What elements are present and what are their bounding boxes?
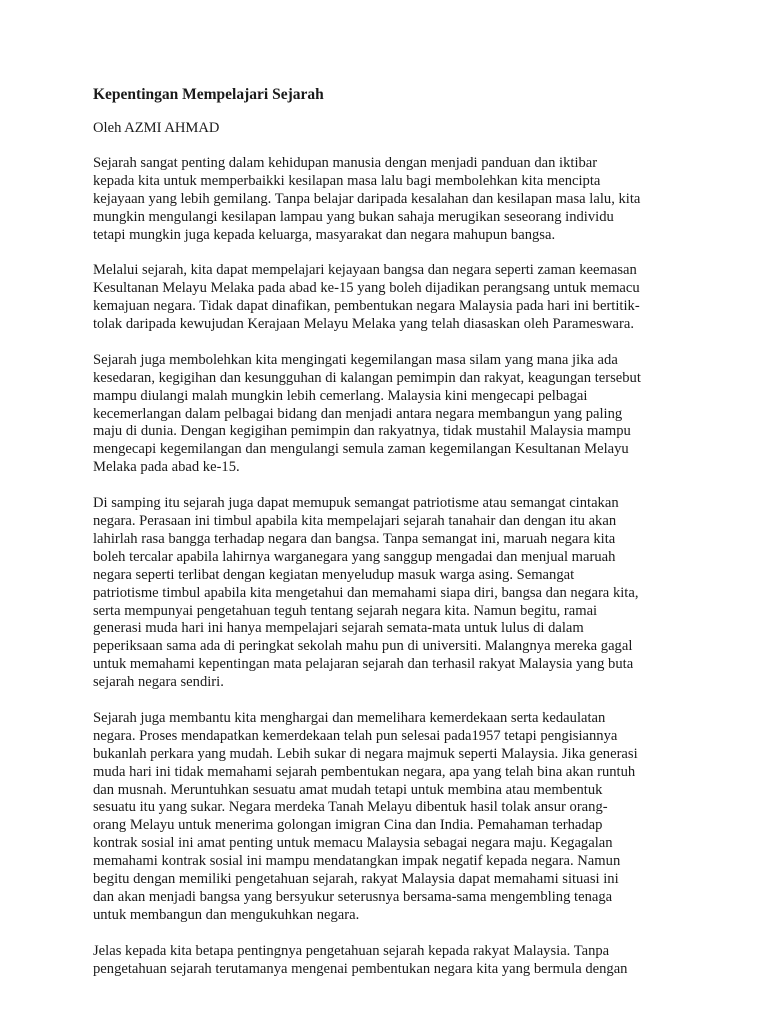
paragraph-line: dan akan menjadi bangsa yang bersyukur seterusnya bersama-sama mengembling tenaga — [93, 889, 613, 905]
paragraph-line: mengecapi kegemilangan dan mengulangi semula zaman kegemilangan Kesultanan Melayu — [93, 441, 629, 458]
paragraph — [93, 495, 681, 692]
author-byline: Oleh AZMI AHMAD — [93, 120, 220, 136]
paragraph-line: kecemerlangan dalam pelbagai bidang dan menjadi antara negara membangun yang paling — [93, 405, 623, 422]
paragraph-line: muda hari ini tidak memahami sejarah pembentukan negara, apa yang telah bina akan runtuh — [93, 763, 636, 780]
document-title: Kepentingan Mempelajari Sejarah — [93, 86, 324, 103]
paragraph-line: tolak daripada kewujudan Kerajaan Melayu Melaka yang telah diasaskan oleh Parameswara. — [93, 316, 634, 333]
paragraph-line: kepada kita untuk memperbaikki kesilapan masa lalu bagi membolehkan kita mencipta — [93, 172, 601, 189]
paragraph-line: mungkin mengulangi kesilapan lampau yang bukan sahaja merugikan seseorang individu — [93, 208, 614, 225]
paragraph-line: tetapi mungkin juga kepada keluarga, masyarakat dan negara mahupun bangsa. — [93, 226, 556, 243]
paragraph-line: serta mempunyai pengetahuan teguh tentang sejarah negara kita. Namun begitu, ramai — [93, 602, 598, 619]
paragraph-line: dan musnah. Meruntuhkan sesuatu amat mudah tetapi untuk membina atau membentuk — [93, 781, 603, 798]
paragraph — [93, 262, 681, 334]
paragraph — [93, 710, 681, 925]
paragraph — [93, 155, 681, 245]
document-body — [93, 155, 681, 979]
paragraph-line: Sejarah sangat penting dalam kehidupan manusia dengan menjadi panduan dan iktibar — [93, 154, 598, 171]
paragraph-line: sesuatu itu yang sukar. Negara merdeka Tanah Melayu dibentuk hasil tolak ansur orang- — [93, 799, 608, 816]
paragraph-line: patriotisme timbul apabila kita mengetahui dan memahami siapa diri, bangsa dan negara kita, — [93, 584, 639, 601]
paragraph — [93, 352, 681, 477]
paragraph-line: maju di dunia. Dengan kegigihan pemimpin dan rakyatnya, tidak mustahil Malaysia mampu — [93, 423, 631, 440]
paragraph-line: negara. Perasaan ini timbul apabila kita mempelajari sejarah tanahair dan dengan itu akan — [93, 512, 617, 529]
paragraph-line: negara. Proses mendapatkan kemerdekaan telah pun selesai pada1957 tetapi pengisiannya — [93, 727, 618, 744]
paragraph-line: generasi muda hari ini hanya mempelajari sejarah semata-mata untuk lulus di dalam — [93, 620, 584, 637]
paragraph-line: Melaka pada abad ke-15. — [93, 459, 240, 476]
paragraph-line: Sejarah juga membantu kita menghargai dan memelihara kemerdekaan serta kedaulatan — [93, 709, 606, 726]
paragraph-line: boleh tercalar apabila lahirnya warganegara yang sanggup mengadai dan menjual maruah — [93, 548, 616, 565]
paragraph-line: kesedaran, kegigihan dan kesungguhan di kalangan pemimpin dan rakyat, keagungan tersebut — [93, 369, 641, 386]
paragraph-line: untuk membangun dan mengukuhkan negara. — [93, 906, 360, 923]
paragraph-line: peperiksaan sama ada di peringkat sekolah mahu pun di universiti. Malangnya mereka gagal — [93, 638, 633, 655]
paragraph-line: mampu diulangi malah mungkin lebih cemerlang. Malaysia kini mengecapi pelbagai — [93, 387, 588, 404]
paragraph-line: lahirlah rasa bangga terhadap negara dan bangsa. Tanpa semangat ini, maruah negara kita — [93, 530, 616, 547]
paragraph-line: untuk memahami kepentingan mata pelajaran sejarah dan terhasil rakyat Malaysia yang buta — [93, 656, 634, 673]
paragraph-line: kejayaan yang lebih gemilang. Tanpa belajar daripada kesalahan dan kesilapan masa lalu, kita — [93, 190, 641, 207]
paragraph-line: Di samping itu sejarah juga dapat memupuk semangat patriotisme atau semangat cintakan — [93, 495, 619, 512]
document-page — [93, 86, 681, 996]
paragraph-line: Kesultanan Melayu Melaka pada abad ke-15 yang boleh dijadikan perangsang untuk memacu — [93, 280, 640, 297]
paragraph-line: orang Melayu untuk menerima golongan imigran Cina dan India. Pemahaman terhadap — [93, 817, 603, 834]
paragraph-line: Jelas kepada kita betapa pentingnya pengetahuan sejarah kepada rakyat Malaysia. Tanpa — [93, 942, 610, 959]
paragraph-line: bukanlah perkara yang mudah. Lebih sukar di negara majmuk seperti Malaysia. Jika generasi — [93, 745, 638, 762]
paragraph-line: negara seperti terlibat dengan kegiatan menyeludup masuk warga asing. Semangat — [93, 566, 575, 583]
paragraph-line: kontrak sosial ini amat penting untuk memacu Malaysia sebagai negara maju. Kegagalan — [93, 835, 613, 852]
paragraph-line: kemajuan negara. Tidak dapat dinafikan, pembentukan negara Malaysia pada hari ini bertitik- — [93, 298, 640, 315]
paragraph — [93, 943, 681, 979]
paragraph-line: Sejarah juga membolehkan kita mengingati kegemilangan masa silam yang mana jika ada — [93, 351, 618, 368]
paragraph-line: Melalui sejarah, kita dapat mempelajari kejayaan bangsa dan negara seperti zaman keemasan — [93, 262, 637, 279]
paragraph-line: memahami kontrak sosial ini mampu mendatangkan impak negatif kepada negara. Namun — [93, 853, 621, 870]
paragraph-line: pengetahuan sejarah terutamanya mengenai pembentukan negara kita yang bermula dengan — [93, 960, 628, 977]
paragraph-line: begitu dengan memiliki pengetahuan sejarah, rakyat Malaysia dapat memahami situasi ini — [93, 871, 619, 888]
paragraph-line: sejarah negara sendiri. — [93, 674, 224, 691]
